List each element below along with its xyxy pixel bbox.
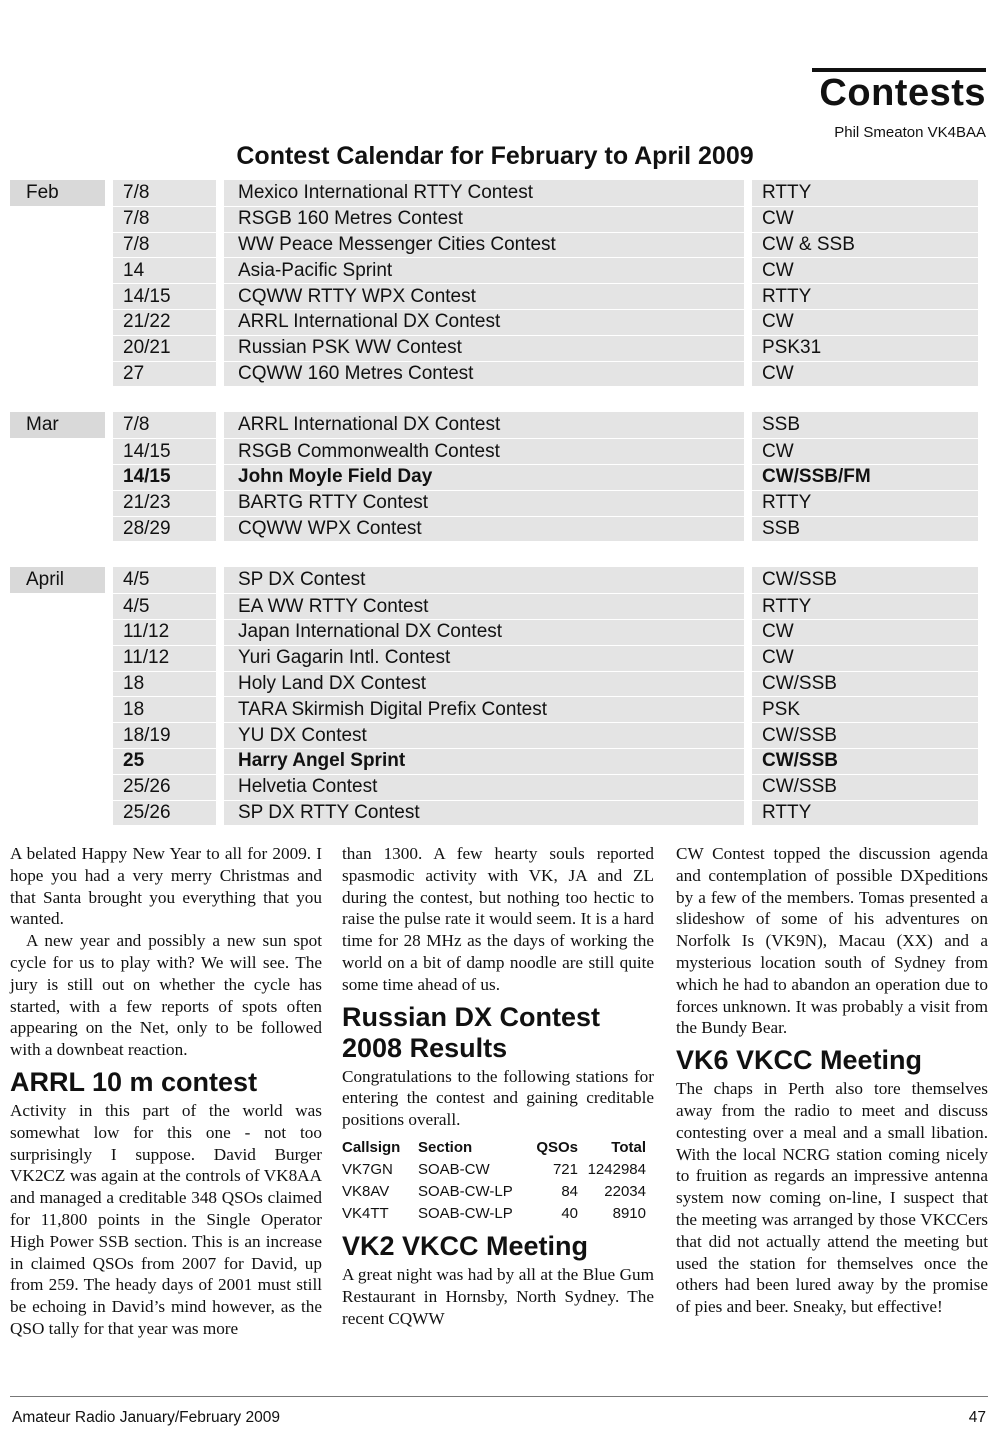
calendar-month bbox=[10, 439, 105, 464]
calendar-month: April bbox=[10, 567, 105, 593]
calendar-row bbox=[10, 774, 978, 800]
calendar-row bbox=[10, 671, 978, 697]
results-qsos: 84 bbox=[561, 1183, 578, 1201]
calendar-date: 7/8 bbox=[113, 233, 216, 258]
calendar-date: 27 bbox=[113, 362, 216, 387]
calendar-date: 18 bbox=[113, 697, 216, 722]
calendar-date: 20/21 bbox=[113, 336, 216, 361]
results-row bbox=[342, 1203, 652, 1225]
calendar-month bbox=[10, 672, 105, 697]
calendar-row bbox=[10, 696, 978, 722]
calendar-date: 25/26 bbox=[113, 801, 216, 826]
results-header-row bbox=[342, 1137, 652, 1159]
calendar-month bbox=[10, 207, 105, 232]
calendar-mode: CW bbox=[752, 439, 978, 464]
calendar-date: 7/8 bbox=[113, 412, 216, 438]
results-section: SOAB-CW-LP bbox=[418, 1183, 513, 1201]
calendar-month bbox=[10, 284, 105, 309]
calendar-date: 11/12 bbox=[113, 646, 216, 671]
calendar-mode: PSK bbox=[752, 697, 978, 722]
calendar-date: 28/29 bbox=[113, 517, 216, 542]
calendar-mode: CW bbox=[752, 310, 978, 335]
calendar-date: 25 bbox=[113, 749, 216, 774]
calendar-month bbox=[10, 233, 105, 258]
results-total: 8910 bbox=[612, 1205, 646, 1223]
calendar-mode: RTTY bbox=[752, 284, 978, 309]
calendar-row bbox=[10, 232, 978, 258]
results-row bbox=[342, 1181, 652, 1203]
calendar-row bbox=[10, 335, 978, 361]
calendar-month bbox=[10, 801, 105, 826]
calendar-mode: CW/SSB bbox=[752, 672, 978, 697]
results-total: 22034 bbox=[604, 1183, 646, 1201]
russian-results-paragraph: Congratulations to the following stations for entering the contest and gaining creditable positions overall. bbox=[342, 1066, 654, 1130]
calendar-contest-name: Harry Angel Sprint bbox=[224, 749, 744, 774]
calendar-row bbox=[10, 593, 978, 619]
calendar-contest-name: CQWW 160 Metres Contest bbox=[224, 362, 744, 387]
calendar-contest-name: BARTG RTTY Contest bbox=[224, 491, 744, 516]
calendar-mode: CW bbox=[752, 207, 978, 232]
calendar-contest-name: Mexico International RTTY Contest bbox=[224, 180, 744, 206]
calendar-date: 18/19 bbox=[113, 723, 216, 748]
calendar-contest-name: Holy Land DX Contest bbox=[224, 672, 744, 697]
article-column-3 bbox=[676, 843, 988, 1318]
calendar-row bbox=[10, 645, 978, 671]
calendar-month-group bbox=[10, 567, 978, 825]
calendar-date: 7/8 bbox=[113, 207, 216, 232]
footer-rule bbox=[10, 1396, 988, 1397]
calendar-row bbox=[10, 619, 978, 645]
results-header-callsign: Callsign bbox=[342, 1139, 401, 1157]
calendar-mode: CW/SSB bbox=[752, 567, 978, 593]
intro-paragraph-2: A new year and possibly a new sun spot cycle for us to play with? We will see. The jury is still out on whether the cycle has started, with a few reports of spots often appearing on the Net, only to be followed with a downbeat reaction. bbox=[10, 931, 322, 1060]
calendar-contest-name: WW Peace Messenger Cities Contest bbox=[224, 233, 744, 258]
calendar-month bbox=[10, 362, 105, 387]
calendar-contest-name: CQWW WPX Contest bbox=[224, 517, 744, 542]
calendar-title: Contest Calendar for February to April 2009 bbox=[236, 142, 754, 170]
russian-results-table bbox=[342, 1137, 652, 1225]
calendar-contest-name: SP DX RTTY Contest bbox=[224, 801, 744, 826]
intro-paragraph-1: A belated Happy New Year to all for 2009. I hope you had a very merry Christmas and that Santa brought you everything that you wanted. bbox=[10, 844, 322, 929]
calendar-contest-name: ARRL International DX Contest bbox=[224, 412, 744, 438]
calendar-contest-name: Asia-Pacific Sprint bbox=[224, 258, 744, 283]
calendar-contest-name: TARA Skirmish Digital Prefix Contest bbox=[224, 697, 744, 722]
calendar-month bbox=[10, 491, 105, 516]
results-header-section: Section bbox=[418, 1139, 473, 1157]
calendar-mode: CW/SSB/FM bbox=[752, 465, 978, 490]
arrl-heading: ARRL 10 m contest bbox=[10, 1066, 258, 1097]
arrl-paragraph-part-2: than 1300. A few hearty souls reported spasmodic activity with VK, JA and ZL during the contest, but nothing too hectic to raise the pulse rate it would seem. It is a hard time for 28 MHz as the days of working the world on a bit of damp noodle are still quite some time ahead of us. bbox=[342, 844, 654, 994]
calendar-mode: SSB bbox=[752, 412, 978, 438]
calendar-mode: RTTY bbox=[752, 594, 978, 619]
results-callsign: VK8AV bbox=[342, 1183, 390, 1201]
calendar-mode: CW/SSB bbox=[752, 775, 978, 800]
calendar-mode: CW bbox=[752, 362, 978, 387]
results-section: SOAB-CW-LP bbox=[418, 1205, 513, 1223]
calendar-month bbox=[10, 310, 105, 335]
footer-publication: Amateur Radio January/February 2009 bbox=[12, 1409, 280, 1426]
vk2-paragraph-part-1: A great night was had by all at the Blue Gum Restaurant in Hornsby, North Sydney. The recent CQWW bbox=[342, 1264, 654, 1328]
calendar-row bbox=[10, 412, 978, 438]
calendar-month: Mar bbox=[10, 412, 105, 438]
article-column-1 bbox=[10, 843, 322, 1340]
calendar-date: 18 bbox=[113, 672, 216, 697]
results-header-total: Total bbox=[611, 1139, 646, 1157]
calendar-contest-name: John Moyle Field Day bbox=[224, 465, 744, 490]
calendar-date: 7/8 bbox=[113, 180, 216, 206]
calendar-row bbox=[10, 438, 978, 464]
calendar-row bbox=[10, 464, 978, 490]
calendar-contest-name: SP DX Contest bbox=[224, 567, 744, 593]
calendar-date: 14/15 bbox=[113, 439, 216, 464]
calendar-month bbox=[10, 336, 105, 361]
calendar-mode: CW bbox=[752, 258, 978, 283]
calendar-month bbox=[10, 775, 105, 800]
results-qsos: 721 bbox=[552, 1161, 578, 1179]
calendar-mode: RTTY bbox=[752, 491, 978, 516]
calendar-date: 21/23 bbox=[113, 491, 216, 516]
results-header-qsos: QSOs bbox=[536, 1139, 578, 1157]
calendar-date: 21/22 bbox=[113, 310, 216, 335]
calendar-month bbox=[10, 517, 105, 542]
calendar-row bbox=[10, 180, 978, 206]
calendar-contest-name: Helvetia Contest bbox=[224, 775, 744, 800]
russian-results-heading: Russian DX Contest 2008 Results bbox=[342, 1001, 601, 1063]
calendar-month bbox=[10, 258, 105, 283]
calendar-row bbox=[10, 257, 978, 283]
vk6-heading: VK6 VKCC Meeting bbox=[676, 1045, 923, 1076]
calendar-date: 14 bbox=[113, 258, 216, 283]
results-total: 1242984 bbox=[587, 1161, 646, 1179]
calendar-row bbox=[10, 309, 978, 335]
calendar-date: 4/5 bbox=[113, 567, 216, 593]
vk2-heading: VK2 VKCC Meeting bbox=[342, 1230, 589, 1261]
calendar-date: 25/26 bbox=[113, 775, 216, 800]
calendar-mode: CW/SSB bbox=[752, 749, 978, 774]
results-row bbox=[342, 1159, 652, 1181]
calendar-mode: RTTY bbox=[752, 180, 978, 206]
calendar-month bbox=[10, 465, 105, 490]
results-callsign: VK7GN bbox=[342, 1161, 393, 1179]
calendar-mode: SSB bbox=[752, 517, 978, 542]
results-qsos: 40 bbox=[561, 1205, 578, 1223]
calendar-row bbox=[10, 748, 978, 774]
calendar-contest-name: ARRL International DX Contest bbox=[224, 310, 744, 335]
calendar-mode: RTTY bbox=[752, 801, 978, 826]
calendar-contest-name: RSGB 160 Metres Contest bbox=[224, 207, 744, 232]
arrl-paragraph-part-1: Activity in this part of the world was somewhat low for this one - not too surprisingly I suppose. David Burger VK2CZ was again at the controls of VK8AA and managed a creditable 348 QSOs claimed for 11,800 points in the Single Operator High Power SSB section. This is an increase in claimed QSOs from 2007 for David, up from 259. The heady days of 2001 must still be echoing in David’s mind however, as the QSO tally for that year was more bbox=[10, 1100, 322, 1338]
calendar-month bbox=[10, 646, 105, 671]
calendar-row bbox=[10, 722, 978, 748]
vk2-paragraph-part-2: CW Contest topped the discussion agenda and contemplation of possible DXpeditions by a few of the members. Tomas presented a slideshow of some of his adventures on Norfolk Is (VK9N), Macau (XX) and a mysterious location south of Sydney from which he had to abandon an operation due to forces unknown. It was probably a visit from the Bundy Bear. bbox=[676, 844, 988, 1038]
calendar-row bbox=[10, 567, 978, 593]
calendar-contest-name: EA WW RTTY Contest bbox=[224, 594, 744, 619]
calendar-month bbox=[10, 697, 105, 722]
calendar-contest-name: Yuri Gagarin Intl. Contest bbox=[224, 646, 744, 671]
results-section: SOAB-CW bbox=[418, 1161, 490, 1179]
calendar-month: Feb bbox=[10, 180, 105, 206]
calendar-contest-name: RSGB Commonwealth Contest bbox=[224, 439, 744, 464]
calendar-mode: CW & SSB bbox=[752, 233, 978, 258]
calendar-row bbox=[10, 361, 978, 387]
calendar-contest-name: Japan International DX Contest bbox=[224, 620, 744, 645]
calendar-date: 4/5 bbox=[113, 594, 216, 619]
calendar-mode: CW bbox=[752, 646, 978, 671]
calendar-mode: CW/SSB bbox=[752, 723, 978, 748]
results-callsign: VK4TT bbox=[342, 1205, 389, 1223]
vk6-paragraph: The chaps in Perth also tore themselves away from the radio to meet and discuss contesting over a meal and a small libation. With the local NCRG station coming nicely to fruition as regards an impressive antenna system now coming on-line, I suspect that the meeting was arranged by those VKCCers that did not actually attend the meeting but used the station for themselves once the others had been lured away by the promise of pies and beer. Sneaky, but effective! bbox=[676, 1079, 988, 1317]
calendar-month-group bbox=[10, 412, 978, 541]
calendar-row bbox=[10, 283, 978, 309]
calendar-contest-name: Russian PSK WW Contest bbox=[224, 336, 744, 361]
calendar-month bbox=[10, 594, 105, 619]
calendar-mode: CW bbox=[752, 620, 978, 645]
footer-page-number: 47 bbox=[968, 1409, 986, 1426]
article-column-2 bbox=[342, 843, 654, 1329]
calendar-row bbox=[10, 516, 978, 542]
calendar-row bbox=[10, 206, 978, 232]
calendar-row bbox=[10, 800, 978, 826]
author-byline: Phil Smeaton VK4BAA bbox=[834, 124, 986, 141]
calendar-month bbox=[10, 620, 105, 645]
calendar-month bbox=[10, 749, 105, 774]
calendar-month bbox=[10, 723, 105, 748]
calendar-contest-name: YU DX Contest bbox=[224, 723, 744, 748]
calendar-date: 11/12 bbox=[113, 620, 216, 645]
calendar-mode: PSK31 bbox=[752, 336, 978, 361]
calendar-contest-name: CQWW RTTY WPX Contest bbox=[224, 284, 744, 309]
calendar-date: 14/15 bbox=[113, 465, 216, 490]
calendar-date: 14/15 bbox=[113, 284, 216, 309]
calendar-month-group bbox=[10, 180, 978, 386]
contest-calendar-table bbox=[10, 180, 978, 851]
section-title: Contests bbox=[819, 72, 986, 114]
calendar-row bbox=[10, 490, 978, 516]
